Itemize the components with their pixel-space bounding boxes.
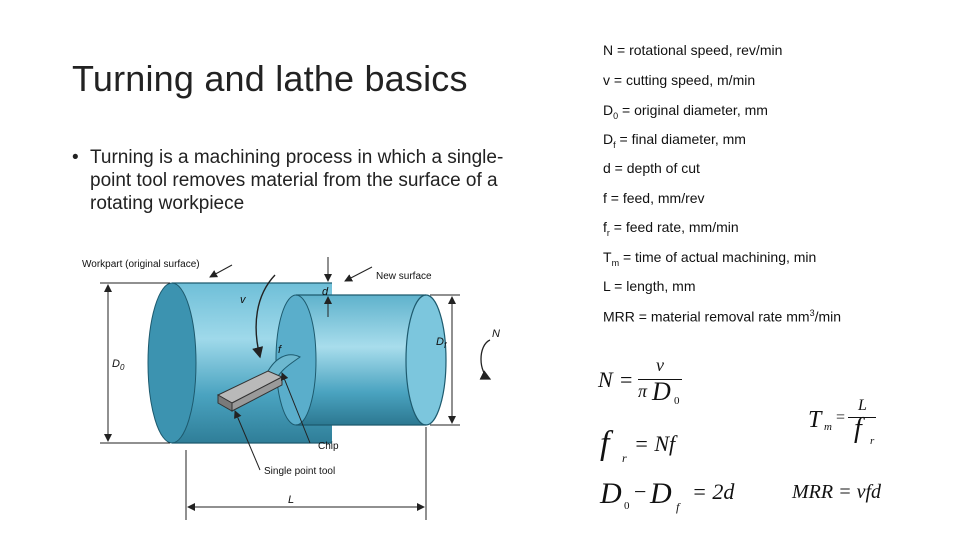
formula-fr-rhs: = Nf (634, 431, 676, 456)
definition-text: = feed rate, mm/min (609, 219, 739, 235)
definition-subscript: m (611, 257, 620, 268)
formula-tm-den-sub: r (870, 435, 875, 447)
definition-symbol: L (603, 278, 611, 294)
definition-symbol: MRR (603, 308, 635, 325)
label-tool: Single point tool (264, 466, 336, 477)
formula-tm-fraction-bar (848, 417, 876, 418)
formulas-block (596, 355, 926, 535)
formula-n-den-sub: 0 (674, 395, 680, 407)
label-l: L (288, 494, 295, 506)
definition-row (603, 42, 782, 58)
formula-n-den-d: D (652, 377, 671, 406)
formula-n-eq: = (620, 367, 633, 392)
definition-row (603, 131, 746, 150)
definition-text: = final diameter, mm (615, 131, 746, 147)
formula-n-num: v (656, 355, 664, 375)
label-n: N (492, 328, 500, 340)
formula-d-eq: = 2d (692, 479, 735, 504)
definition-subscript: r (606, 227, 610, 238)
label-df: $D_f$ (436, 336, 447, 350)
formula-tm-lhs: T (808, 407, 822, 433)
bullet-point (72, 146, 512, 215)
definition-symbol: N (603, 42, 614, 58)
definition-text: = feed, mm/rev (606, 190, 705, 206)
definition-tail: /min (814, 308, 842, 325)
definition-row (603, 249, 816, 268)
definition-row (603, 219, 739, 238)
bullet-text: Turning is a machining process in which a single-point tool removes material from the surface of a rotating workpiece (90, 147, 504, 214)
formula-tm-sub: m (824, 421, 832, 433)
definition-text: = rotational speed, rev/min (613, 42, 783, 58)
bullet-dot: • (72, 147, 79, 168)
definition-text: = material removal rate mm (634, 308, 810, 325)
label-f: f (278, 344, 282, 356)
formula-fr-lhs: f (600, 425, 610, 462)
formula-tm-den: f (854, 413, 862, 444)
definition-symbol: f (603, 190, 607, 206)
definition-subscript: f (613, 139, 616, 150)
definition-text: = original diameter, mm (618, 102, 768, 118)
formula-n-pi: π (638, 381, 648, 401)
spindle-n-arrow (481, 340, 490, 379)
label-new-surface: New surface (376, 271, 432, 282)
label-chip: Chip (318, 441, 339, 452)
definition-row (603, 102, 768, 121)
definition-symbol: D (603, 102, 614, 118)
formula-d-rhs-sub: f (676, 500, 680, 514)
definition-text: = length, mm (610, 278, 696, 294)
formula-d-lhs-sub: 0 (624, 500, 630, 512)
definition-symbol: T (603, 249, 612, 265)
turning-diagram (60, 245, 530, 530)
formula-d-lhs: D (600, 477, 622, 510)
definition-row (603, 190, 705, 206)
label-workpart: Workpart (original surface) (82, 259, 200, 270)
label-d0: $D_0$ (112, 358, 125, 372)
definition-text: = time of actual machining, min (619, 249, 817, 265)
label-v: v (240, 294, 246, 306)
definition-row (603, 308, 841, 325)
formula-mrr: MRR = vfd (792, 481, 882, 503)
definition-text: = cutting speed, m/min (610, 72, 756, 88)
turning-illustration (60, 245, 530, 530)
formula-tm-eq: = (836, 409, 846, 426)
definition-symbol: D (603, 131, 614, 147)
definition-superscript: 3 (809, 308, 815, 318)
definition-row (603, 72, 755, 88)
formula-n-lhs: N (598, 367, 613, 392)
definition-text: = depth of cut (610, 160, 700, 176)
label-d: d (322, 286, 329, 298)
slide-title: Turning and lathe basics (72, 58, 468, 99)
formula-fr-sub: r (622, 451, 627, 465)
definition-symbol: v (603, 72, 610, 88)
formula-d-minus: − (634, 479, 647, 504)
definition-symbol: f (603, 219, 607, 235)
formula-d-rhs: D (650, 477, 672, 510)
formula-tm-num: L (858, 397, 867, 414)
definition-symbol: d (603, 160, 611, 176)
definition-row (603, 278, 695, 294)
new-surface-cylinder (276, 295, 446, 425)
definition-row (603, 160, 700, 176)
definition-subscript: 0 (613, 110, 619, 121)
